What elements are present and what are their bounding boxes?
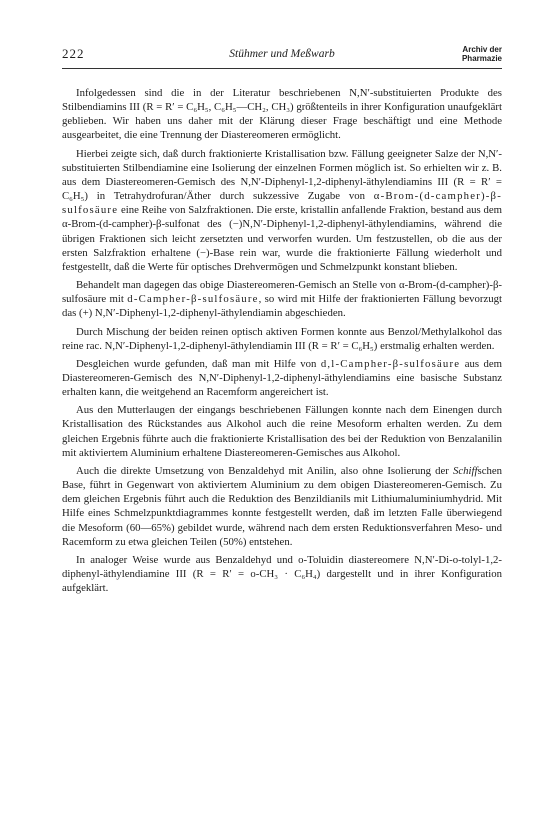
page-number: 222 [62, 46, 85, 61]
text-run: Auch die direkte Umsetzung von Benzaldehyd mit Anilin, also ohne Isolierung der [76, 464, 454, 477]
text-run: Behandelt man dagegen das obige Diastereomeren-Gemisch an Stelle von α-Brom-(d-campher)-β-sulfosäure mit [62, 279, 502, 306]
text-run: Durch Mischung der beiden reinen optisch aktiven Formen konnte aus Benzol/Methylalkohol das reine rac. N,N′-Diphenyl-1,2-diphenyl-äthylendiamin III (R = R′ = C₆H₅) erstmalig erhalten werden. [62, 325, 502, 352]
text-run: aus dem Diastereomeren-Gemisch des N,N′-Diphenyl-1,2-diphenyl-äthylendiamins eine basische Substanz erhalten kann, die weitgehend an Racemform angereichert ist. [62, 357, 502, 399]
journal-name [462, 45, 502, 63]
text-run: Infolgedessen sind die in der Literatur beschriebenen N,N′-substituierten Produkte des Stilbendiamins III (R = R′ = C₆H₅, C₆H₅—CH₂, CH₃) größtenteils in ihrer Konfiguration unaufgeklärt geblieben. Wir haben uns daher mit der Klärung dieser Frage beschäftigt und eine Methode ausgearbeitet, die eine Trennung der Diastereomeren ermöglicht. [62, 87, 502, 142]
italic-name: Schiff [453, 464, 478, 477]
spaced-reagent-name: d,l-Campher-β-sulfosäure [320, 357, 461, 370]
body-text [62, 86, 502, 599]
page-header [62, 44, 502, 69]
text-run: , so wird mit Hilfe der fraktionierten Fällung bevorzugt das (+) N,N′-Diphenyl-1,2-diphenyl-äthylendiamin abgeschieden. [62, 293, 502, 320]
paragraph [62, 553, 502, 595]
journal-name-line-2: Pharmazie [461, 54, 502, 63]
document-page [62, 44, 502, 595]
paragraph [62, 147, 502, 274]
text-run: Aus den Mutterlaugen der eingangs beschriebenen Fällungen konnte nach dem Einengen durch Kristallisation des Rückstandes aus Alkohol auch die reine Mesoform erhalten werden. Zu dem gleichen Ergebnis führte auch die fraktionierte Kristallisation des bei der Reduktion von Benzalanilin mit aktiviertem Aluminium erhaltene Diastereomeren-Gemisches aus Alkohol. [62, 404, 502, 459]
paragraph [62, 278, 502, 320]
spaced-reagent-name: d-Campher-β-sulfosäure [127, 293, 259, 306]
text-run: schen Base, führt in Gegenwart von aktiviertem Aluminium zu dem obigen Diastereomeren-Gemisch. Zu dem gleichen Ergebnis führt auch die Reduktion des Benzildianils mit Lithiumaluminiumhydrid. Mit Hilfe eines Schmelzpunktdiagrammes konnte festgestellt werden, daß im letzten Falle überwiegend die Mesoform (60—65%) gebildet wurde, während nach dem ersten Reduktionsverfahren Meso- und Racemform zu etwa gleichen Teilen (50%) entstehen. [62, 464, 502, 548]
text-run: In analoger Weise wurde aus Benzaldehyd und o-Toluidin diastereomere N,N′-Di-o-tolyl-1,2-diphenyl-äthylendiamine III (R = R′ = o-CH₃ · C₆H₄) dargestellt und in ihrer Konfiguration aufgeklärt. [62, 553, 502, 595]
text-run: Hierbei zeigte sich, daß durch fraktionierte Kristallisation bzw. Fällung geeigneter Salze der N,N′-substituierten Stilbendiamine eine Isolierung der einzelnen Formen möglich ist. So erhielten wir z. B. aus dem Diastereomeren-Gemisch des N,N′-Diphenyl-1,2-diphenyl-äthylendiamins III (R = R′ = C₆H₅) in Tetrahydrofuran/Äther durch sukzessive Zugabe von [62, 147, 502, 203]
paragraph [62, 403, 502, 460]
journal-name-line-1: Archiv der [462, 45, 502, 54]
running-title: Stühmer und Meßwarb [229, 48, 335, 60]
spaced-reagent-name: α-Brom-(d-campher)-β-sulfosäure [62, 190, 502, 217]
paragraph [62, 325, 502, 353]
text-run: eine Reihe von Salzfraktionen. Die erste, kristallin anfallende Fraktion, bestand aus dem α-Brom-(d-campher)-β-sulfonat des (−)N,N′-Diphenyl-1,2-diphenyl-äthylendiamins, während die übrigen Fraktionen sich leicht zersetzten und verworfen wurden. Um festzustellen, ob die aus der ersten Salzfraktion erhaltene (−)-Base rein war, wurde die fraktionierte Fällung wiederholt und festgestellt, daß die Werte für optisches Drehvermögen und Schmelzpunkt konstant blieben. [62, 204, 502, 273]
paragraph [62, 86, 502, 143]
paragraph [62, 357, 502, 399]
text-run: Desgleichen wurde gefunden, daß man mit Hilfe von [76, 357, 321, 370]
paragraph [62, 464, 502, 549]
